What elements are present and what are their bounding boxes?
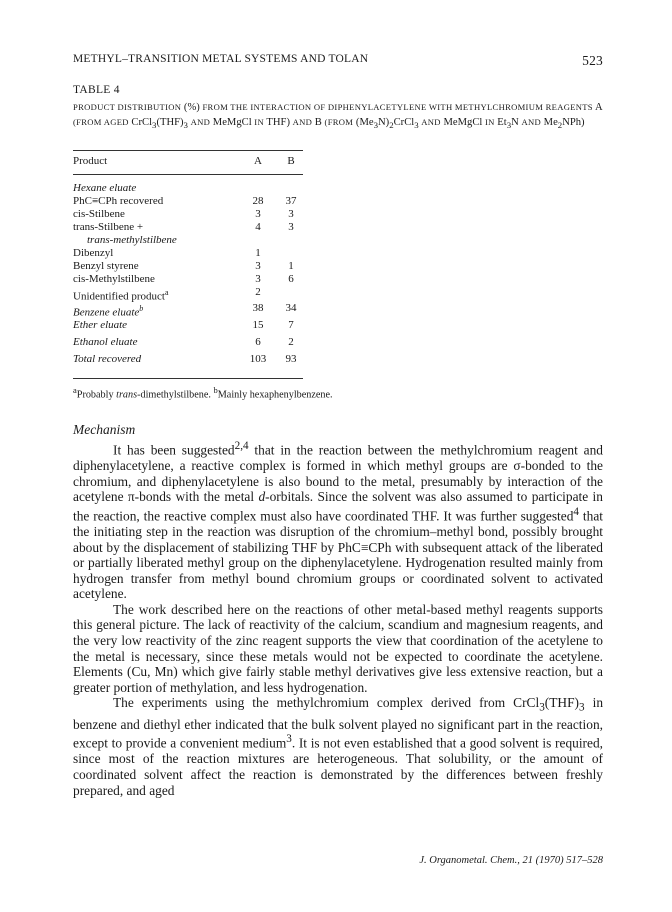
table-row bbox=[73, 353, 303, 366]
table-label: TABLE 4 bbox=[73, 84, 120, 96]
table-header-rule bbox=[73, 174, 303, 175]
row-label: PhC≡CPh recovered bbox=[73, 195, 164, 207]
value-b: 37 bbox=[285, 195, 297, 207]
table-row bbox=[73, 273, 303, 286]
value-a: 2 bbox=[255, 286, 261, 298]
table-bottom-rule bbox=[73, 378, 303, 379]
running-title: METHYL–TRANSITION METAL SYSTEMS AND TOLAN bbox=[73, 53, 369, 65]
page bbox=[73, 0, 603, 912]
value-b: 2 bbox=[288, 336, 294, 348]
value-a: 3 bbox=[255, 208, 261, 220]
row-label: trans-methylstilbene bbox=[87, 234, 177, 246]
row-label: cis-Methylstilbene bbox=[73, 273, 155, 285]
running-header bbox=[73, 53, 603, 68]
footnote-marker: b bbox=[139, 304, 144, 313]
table-footnote: $^a$Probably trans-dimethylstilbene. $^b$Mainly hexaphenylbenzene. bbox=[73, 385, 333, 401]
row-label: Unidentified product$^a$ bbox=[73, 288, 169, 303]
value-a: 3 bbox=[255, 260, 261, 272]
page-number: 523 bbox=[582, 53, 603, 68]
value-b: 3 bbox=[288, 208, 294, 220]
footnote-marker: a bbox=[164, 288, 169, 297]
journal-reference: J. Organometal. Chem., 21 (1970) 517–528 bbox=[419, 855, 603, 866]
paragraph-2: The work described here on the reactions of other metal-based methyl reagents supports this general picture. The lack of reactivity of the calcium, scandium and magnesium reagents, and the very low reactivity of the zinc reagent supports the view that coordination of the acetylene to the metal is necessary, since these metals would not be expected to coordinate the acetylene. Elements (Cu, Mn) which give fairly stable methyl derivatives give less extensive reaction, but a greater portion of methylation, and less hydrogenation. bbox=[73, 601, 603, 695]
table-row bbox=[73, 319, 303, 332]
value-a: 15 bbox=[252, 319, 264, 331]
table-row bbox=[73, 182, 303, 195]
value-a: 1 bbox=[255, 247, 261, 259]
value-a: 28 bbox=[252, 195, 264, 207]
row-label: Benzyl styrene bbox=[73, 260, 139, 272]
row-label: Ether eluate bbox=[73, 319, 128, 331]
row-label: Ethanol eluate bbox=[73, 336, 138, 348]
table-row bbox=[73, 208, 303, 221]
table-row bbox=[73, 195, 303, 208]
header-a: A bbox=[254, 155, 262, 167]
row-label: Hexane eluate bbox=[73, 182, 137, 194]
value-b: 7 bbox=[288, 319, 294, 331]
value-a: 103 bbox=[249, 353, 267, 365]
table-row bbox=[73, 260, 303, 273]
table-row bbox=[73, 336, 303, 349]
value-a: 6 bbox=[255, 336, 261, 348]
table-top-rule bbox=[73, 150, 303, 151]
table-row bbox=[73, 221, 303, 234]
header-b: B bbox=[287, 155, 295, 167]
value-b: 6 bbox=[288, 273, 294, 285]
value-b: 1 bbox=[288, 260, 294, 272]
header-product: Product bbox=[73, 155, 108, 167]
row-label: Benzene eluate$^b$ bbox=[73, 304, 144, 319]
table-header-row bbox=[73, 155, 303, 168]
value-b: 3 bbox=[288, 221, 294, 233]
paragraph-1: It has been suggested$^{2,4}$ that in the reaction between the methylchromium reagent and diphenylacetylene, a reactive complex is formed in which methyl groups are σ-bonded to the chromium, and diphenylacetylene is also bound to the metal, presumably by interaction of the acetylene π-bonds with the metal d-orbitals. Since the solvent was also assumed to participate in the reaction, the reactive complex must also have coordinated THF. It was further suggested$^4$ that the initiating step in the reaction was disruption of the chromium–methyl bond, possibly brought about by the displacement of stabilizing THF by PhC≡CPh with subsequent attack of the liberated or partially liberated methyl group on the diphenylacetylene. Hydrogenation resulted mainly from hydrogen transfer from methyl bound chromium groups or coordinated solvent to activated acetylene. bbox=[73, 440, 603, 602]
section-title: Mechanism bbox=[73, 422, 136, 437]
row-label: cis-Stilbene bbox=[73, 208, 125, 220]
value-b: 93 bbox=[285, 353, 297, 365]
body-text bbox=[73, 439, 603, 798]
table-caption: PRODUCT DISTRIBUTION (%) FROM THE INTERACTION OF DIPHENYLACETYLENE WITH METHYLCHROMIUM REAGENTS A (FROM AGED $CrCl_3(THF)_3$ AND MeMgCl IN THF) AND B (FROM $(Me_3N)_2CrCl_3$ AND MeMgCl IN $Et_3N$ AND $Me_2NPh$) bbox=[73, 102, 603, 131]
paragraph-3: The experiments using the methylchromium complex derived from $CrCl_3(THF)_3$ in benzene and diethyl ether indicated that the bulk solvent played no significant part in the reaction, except to provide a convenient medium$^3$. It is not even established that a good solvent is required, since most of the reaction mixtures are heterogeneous. That solubility, or the amount of coordinated solvent affect the reaction is demonstrated by the differences between freshly prepared, and aged bbox=[73, 695, 604, 798]
table-row bbox=[73, 286, 303, 303]
table-row bbox=[73, 302, 303, 319]
row-label: trans-Stilbene + bbox=[73, 221, 144, 233]
row-label: Dibenzyl bbox=[73, 247, 114, 259]
value-a: 4 bbox=[255, 221, 261, 233]
value-b: 34 bbox=[285, 302, 297, 314]
value-a: 3 bbox=[255, 273, 261, 285]
table-row bbox=[73, 234, 303, 247]
table-row bbox=[73, 247, 303, 260]
value-a: 38 bbox=[252, 302, 264, 314]
row-label: Total recovered bbox=[73, 353, 142, 365]
